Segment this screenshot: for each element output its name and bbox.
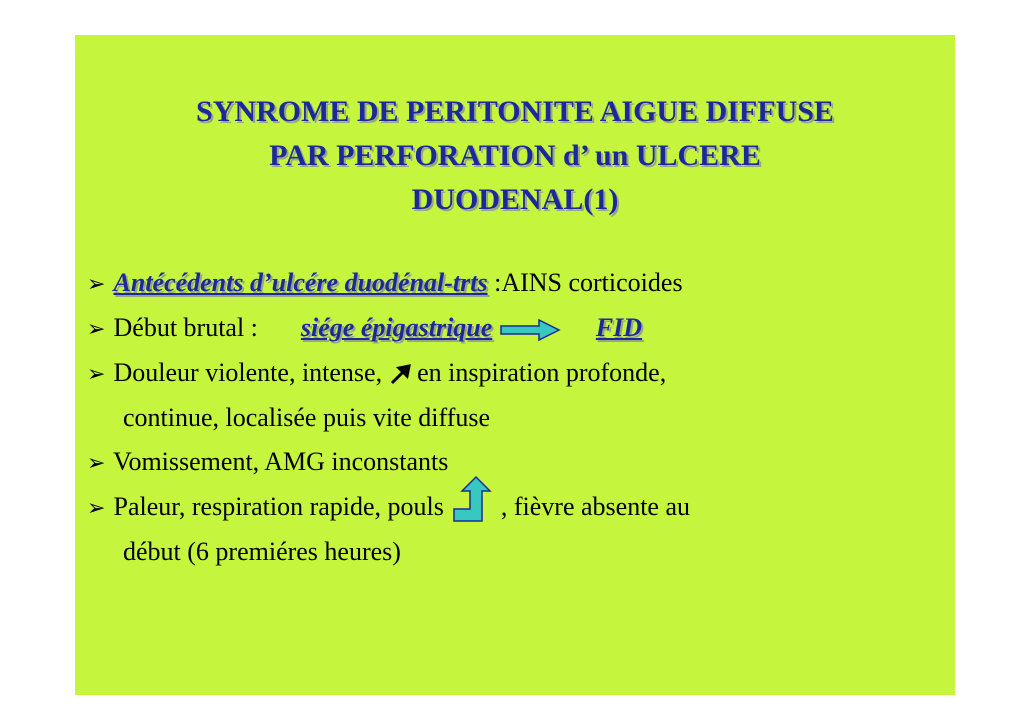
bullet-arrow-icon: ➢ xyxy=(87,450,106,475)
list-item xyxy=(87,306,947,351)
bullet-arrow-icon: ➢ xyxy=(87,271,106,296)
diagonal-up-arrow-icon xyxy=(389,364,411,386)
list-item xyxy=(87,440,947,485)
title-line-3: DUODENAL(1) xyxy=(411,183,619,216)
title-line-1: SYNROME DE PERITONITE AIGUE DIFFUSE xyxy=(196,95,834,128)
paleur-rest: , fièvre absente au xyxy=(500,492,690,521)
debut-lead: Début brutal : xyxy=(113,313,258,342)
douleur-rest: en inspiration profonde, xyxy=(417,358,667,387)
bullet-list xyxy=(87,261,947,574)
list-item xyxy=(87,485,947,574)
list-item xyxy=(87,351,947,440)
slide-title xyxy=(75,90,955,222)
antecedents-highlight: Antécédents d’ulcére duodénal-trts xyxy=(113,268,488,297)
right-arrow-icon xyxy=(499,318,561,342)
bullet-arrow-icon: ➢ xyxy=(87,361,106,386)
siege-highlight: siége épigastrique xyxy=(300,313,493,342)
paleur-lead: Paleur, respiration rapide, pouls xyxy=(113,492,444,521)
paleur-continuation: début (6 premiéres heures) xyxy=(123,537,401,566)
slide xyxy=(75,35,955,695)
antecedents-rest: :AINS corticoides xyxy=(487,268,683,297)
step-up-arrow-icon xyxy=(450,475,494,525)
fid-highlight: FID xyxy=(595,313,643,342)
list-item xyxy=(87,261,947,306)
douleur-continuation: continue, localisée puis vite diffuse xyxy=(123,403,491,432)
vomissement-text: Vomissement, AMG inconstants xyxy=(113,447,449,476)
title-line-2: PAR PERFORATION d’ un ULCERE xyxy=(269,139,761,172)
bullet-arrow-icon: ➢ xyxy=(87,316,106,341)
douleur-lead: Douleur violente, intense, xyxy=(113,358,383,387)
bullet-arrow-icon: ➢ xyxy=(87,495,106,520)
